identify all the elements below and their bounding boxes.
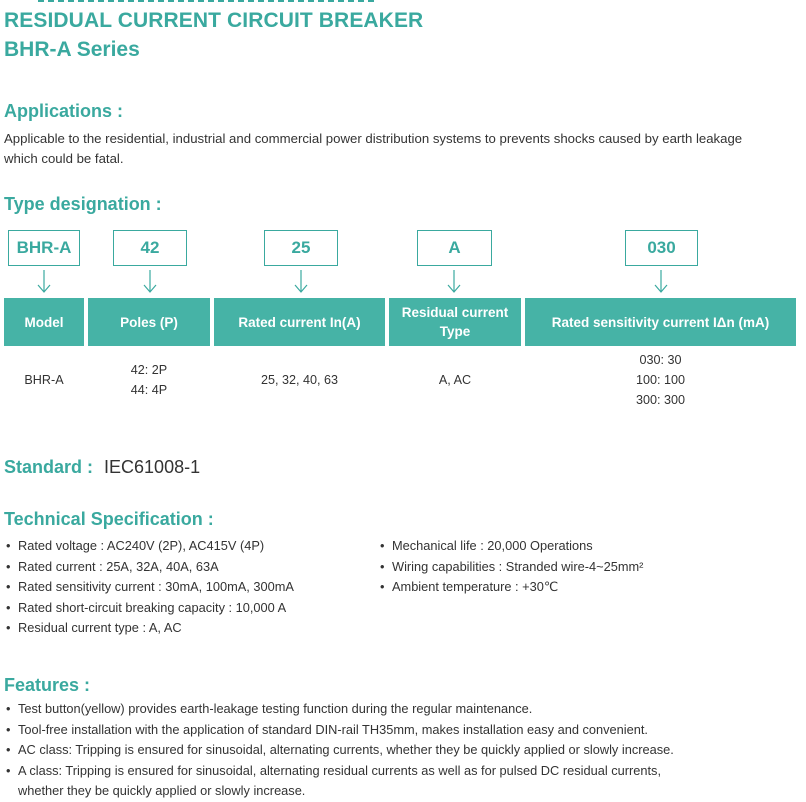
list-item: • Test button(yellow) provides earth-leakage testing function during the regular maintenance. [6,701,533,716]
list-item: • Rated sensitivity current : 30mA, 100mA, 300mA [6,579,294,594]
pole-option: 42: 2P [130,363,168,377]
code-box-current: 25 [264,230,338,266]
list-item: • Rated current : 25A, 32A, 40A, 63A [6,558,219,574]
table-header-model: Model [4,298,84,346]
standard-label: Standard : [4,457,94,477]
list-item: • Wiring capabilities : Stranded wire-4~25mm² [380,558,644,574]
header-line: Residual current [401,305,509,320]
code-box-model: BHR-A [8,230,80,266]
list-item: • Mechanical life : 20,000 Operations [380,538,593,553]
cell-model: BHR-A [24,373,64,387]
series-subtitle: BHR-A Series [4,38,140,61]
list-item: • Rated voltage : AC240V (2P), AC415V (4P) [6,538,265,553]
list-item: • Rated short-circuit breaking capacity : 10,000 A [6,599,287,615]
tech-spec-left-list [6,536,294,639]
down-arrow-icon [294,270,308,294]
applications-line2: which could be fatal. [4,151,124,166]
standard-line [4,457,200,478]
table-header-sensitivity: Rated sensitivity current IΔn (mA) [525,298,796,346]
code-box-type: A [417,230,492,266]
features-heading: Features : [4,675,91,695]
down-arrow-icon [37,270,51,294]
sensitivity-option: 100: 100 [635,373,686,387]
cell-sensitivity [525,350,796,410]
standard-value: IEC61008-1 [104,457,201,477]
list-item: • AC class: Tripping is ensured for sinusoidal, alternating currents, whether they be quickly applied or slowly increase. [6,742,674,757]
pole-option: 44: 4P [130,383,168,397]
down-arrow-icon [447,270,461,294]
list-item: • Ambient temperature : +30℃ [380,579,559,594]
code-box-sensitivity: 030 [625,230,698,266]
applications-text [4,129,742,169]
page-title: RESIDUAL CURRENT CIRCUIT BREAKER [4,9,424,32]
sensitivity-option: 300: 300 [635,393,686,407]
cell-rated-current: 25, 32, 40, 63 [260,373,339,387]
header-line: Type [439,324,471,339]
list-item: • Residual current type : A, AC [6,620,182,635]
features-list [6,699,674,802]
type-designation-heading: Type designation : [4,194,162,214]
down-arrow-icon [143,270,157,294]
list-item-continuation: whether they be quickly applied or slowly increase. [18,783,306,798]
cut-off-title-fragment [4,0,384,2]
list-item: • A class: Tripping is ensured for sinusoidal, alternating residual currents as well as for pulsed DC residual currents, [6,762,661,778]
tech-spec-right-list [380,536,643,598]
table-header-poles: Poles (P) [88,298,210,346]
applications-heading: Applications : [4,101,124,121]
tech-spec-heading: Technical Specification : [4,509,214,529]
list-item: • Tool-free installation with the application of standard DIN-rail TH35mm, makes installation easy and convenient. [6,721,648,737]
cell-poles [88,360,210,400]
cell-residual-type: A, AC [438,373,472,387]
code-box-poles: 42 [113,230,187,266]
sensitivity-option: 030: 30 [639,353,682,367]
table-header-rated-current: Rated current In(A) [214,298,385,346]
applications-line1: Applicable to the residential, industrial and commercial power distribution systems to prevents shocks caused by earth leakage [4,131,743,146]
table-header-residual-type [389,298,521,346]
down-arrow-icon [654,270,668,294]
